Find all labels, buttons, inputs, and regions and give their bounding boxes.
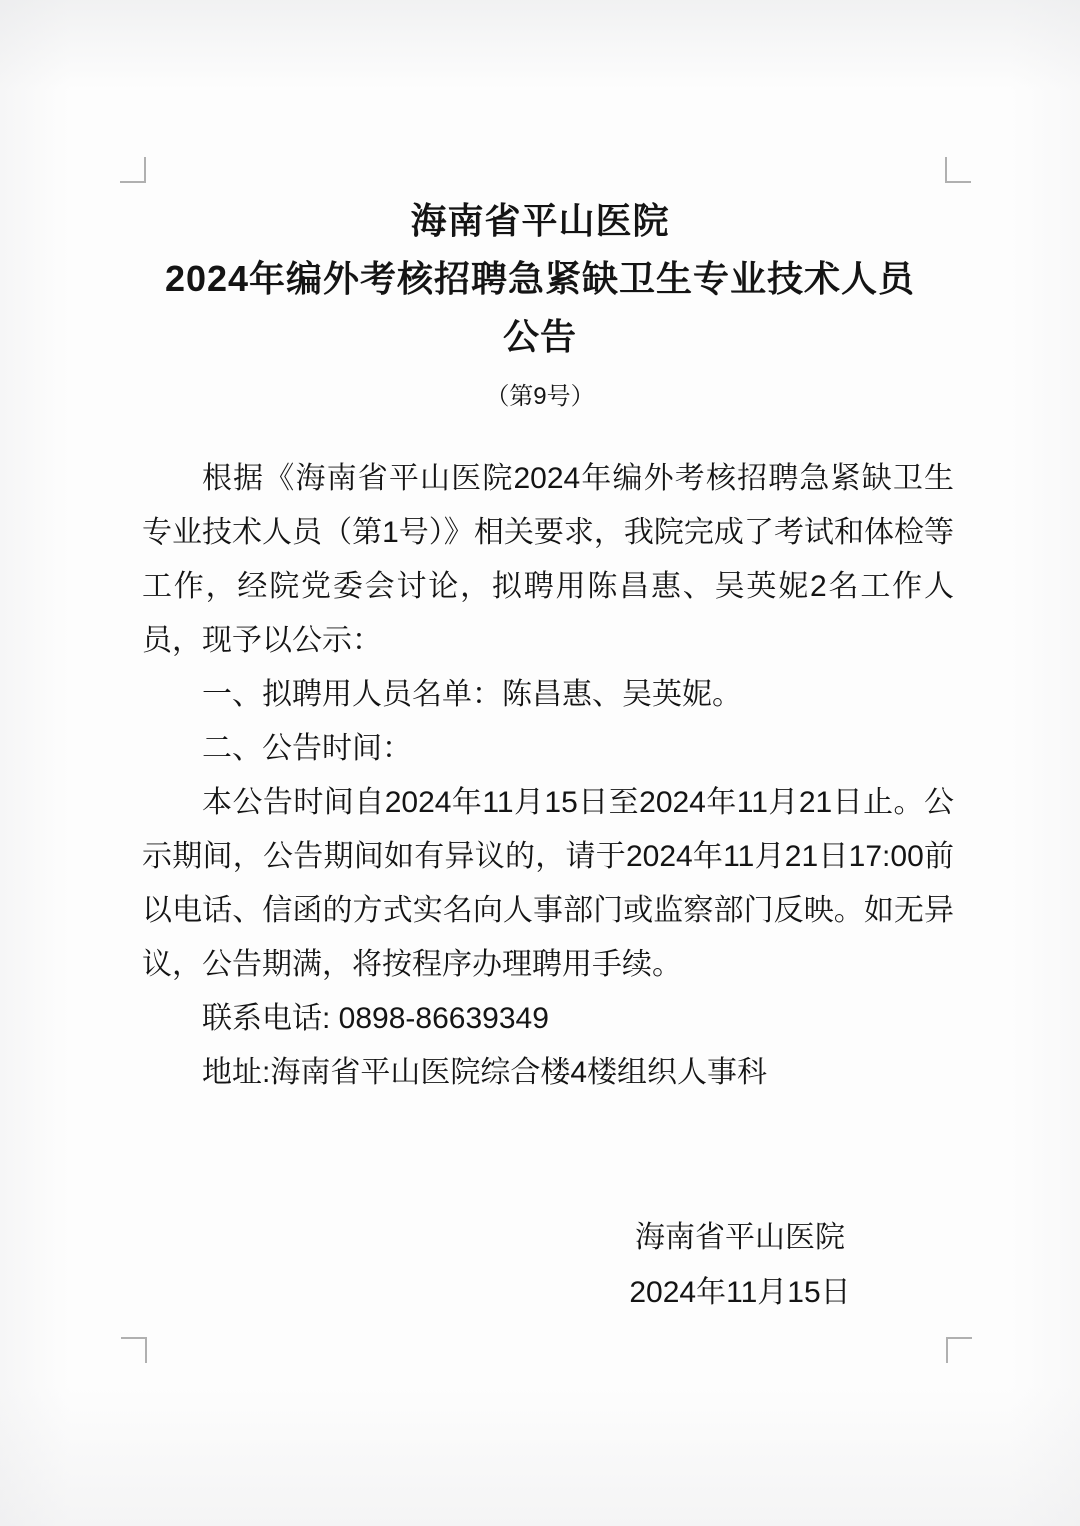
signature-date: 2024年11月15日 bbox=[629, 1276, 851, 1309]
crop-mark-bottom-right bbox=[946, 1337, 972, 1363]
doc-title-hospital: 海南省平山医院 bbox=[410, 200, 670, 241]
contact-phone: 联系电话: 0898-86639349 bbox=[202, 1002, 549, 1035]
doc-title-subject: 2024年编外考核招聘急紧缺卫生专业技术人员 bbox=[164, 258, 916, 299]
paragraph-intro: 根据《海南省平山医院2024年编外考核招聘急紧缺卫生专业技术人员（第1号）》相关要求，我院完成了考试和体检等工作，经院党委会讨论，拟聘用陈昌惠、吴英妮2名工作人员，现予以公示： bbox=[142, 462, 954, 657]
paragraph-notice: 本公告时间自2024年11月15日至2024年11月21日止。公示期间，公告期间如有异议的，请于2024年11月21日17:00前以电话、信函的方式实名向人事部门或监察部门反映。如无异议，公告期满，将按程序办理聘用手续。 bbox=[142, 786, 954, 981]
document-body bbox=[142, 452, 954, 1100]
doc-issue-number: （第9号） bbox=[485, 383, 595, 410]
list-item-1: 一、拟聘用人员名单：陈昌惠、吴英妮。 bbox=[202, 678, 742, 711]
signature-org: 海南省平山医院 bbox=[635, 1221, 845, 1254]
list-item-2: 二、公告时间： bbox=[202, 732, 412, 765]
crop-mark-bottom-left bbox=[121, 1337, 147, 1363]
document-title-block bbox=[140, 192, 940, 420]
doc-title-announcement: 公告 bbox=[502, 316, 577, 357]
crop-mark-top-left bbox=[120, 157, 146, 183]
signature-block bbox=[540, 1210, 940, 1320]
contact-address: 地址:海南省平山医院综合楼4楼组织人事科 bbox=[202, 1056, 768, 1089]
crop-mark-top-right bbox=[945, 157, 971, 183]
